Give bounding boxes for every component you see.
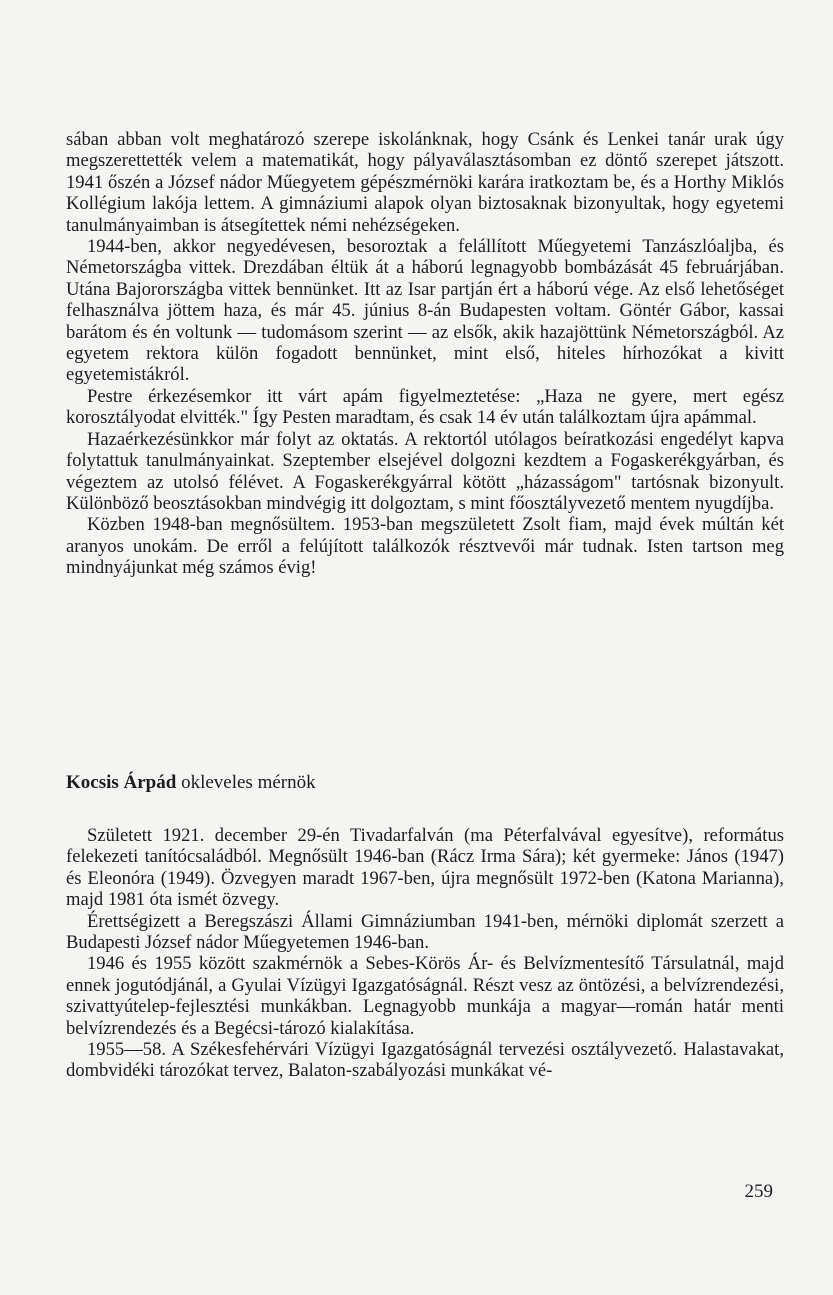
paragraph: sában abban volt meghatározó szerepe iskolánknak, hogy Csánk és Lenkei tanár urak úgy megszerettették velem a matematikát, hogy pályaválasztásomban ez döntő szerepet játszott. 1941 őszén a József nádor Műegyetem gépészmérnöki karára iratkoztam be, és a Horthy Miklós Kollégium lakója lettem. A gimnáziumi alapok olyan biztosaknak bizonyultak, hogy egyetemi tanulmányaimban is átsegítettek némi nehézségeken. [66, 129, 784, 236]
person-title: okleveles mérnök [176, 772, 316, 793]
biography-heading [66, 771, 316, 795]
paragraph: Pestre érkezésemkor itt várt apám figyelmeztetése: „Haza ne gyere, mert egész korosztályodat elvitték." Így Pesten maradtam, és csak 14 év után találkoztam újra apámmal. [66, 385, 784, 429]
memoir-continuation [66, 129, 784, 579]
biography-text [66, 825, 784, 1082]
paragraph: 1944-ben, akkor negyedévesen, besoroztak a felállított Műegyetemi Tanzászlóaljba, és Németországba vittek. Drezdában éltük át a háború legnagyobb bombázását 45 februárjában. Utána Bajorországba vittek bennünket. Itt az Isar partján ért a háború vége. Az első lehetőséget felhasználva jöttem haza, és már 45. június 8-án Budapesten voltam. Göntér Gábor, kassai barátom és én voltunk — tudomásom szerint — az elsők, akik hazajöttünk Németországból. Az egyetem rektora külön fogadott bennünket, mint első, hiteles hírhozókat a kivitt egyetemistákról. [66, 236, 784, 386]
paragraph: 1955—58. A Székesfehérvári Vízügyi Igazgatóságnál tervezési osztályvezető. Halastavakat, dombvidéki tározókat tervez, Balaton-szabályozási munkákat vé- [66, 1039, 784, 1082]
paragraph: Közben 1948-ban megnősültem. 1953-ban megszületett Zsolt fiam, majd évek múltán két aranyos unokám. De erről a felújított találkozók résztvevői már tudnak. Isten tartson meg mindnyájunkat még számos évig! [66, 514, 784, 579]
person-name: Kocsis Árpád [66, 772, 177, 793]
paragraph: 1946 és 1955 között szakmérnök a Sebes-Körös Ár- és Belvízmentesítő Társulatnál, majd ennek jogutódjánál, a Gyulai Vízügyi Igazgatóságnál. Részt vesz az öntözési, a belvízrendezési, szivattyútelep-fejlesztési munkákban. Legnagyobb munkája a magyar—román határ menti belvízrendezés és a Begécsi-tározó kialakítása. [66, 953, 784, 1039]
paragraph: Született 1921. december 29-én Tivadarfalván (ma Péterfalvával egyesítve), református felekezeti tanítócsaládból. Megnősült 1946-ban (Rácz Irma Sára); két gyermeke: János (1947) és Eleonóra (1949). Özvegyen maradt 1967-ben, újra megnősült 1972-ben (Katona Marianna), majd 1981 óta ismét özvegy. [66, 825, 784, 911]
paragraph: Hazaérkezésünkkor már folyt az oktatás. A rektortól utólagos beíratkozási engedélyt kapva folytattuk tanulmányainkat. Szeptember elsejével dolgozni kezdtem a Fogaskerékgyárban, és végeztem az utolsó félévet. A Fogaskerékgyárral kötött „házasságom" tartósnak bizonyult. Különböző beosztásokban mindvégig itt dolgoztam, s mint főosztályvezető mentem nyugdíjba. [66, 428, 784, 514]
paragraph: Érettségizett a Beregszászi Állami Gimnáziumban 1941-ben, mérnöki diplomát szerzett a Budapesti József nádor Műegyetemen 1946-ban. [66, 910, 784, 954]
page-number: 259 [744, 1181, 773, 1202]
